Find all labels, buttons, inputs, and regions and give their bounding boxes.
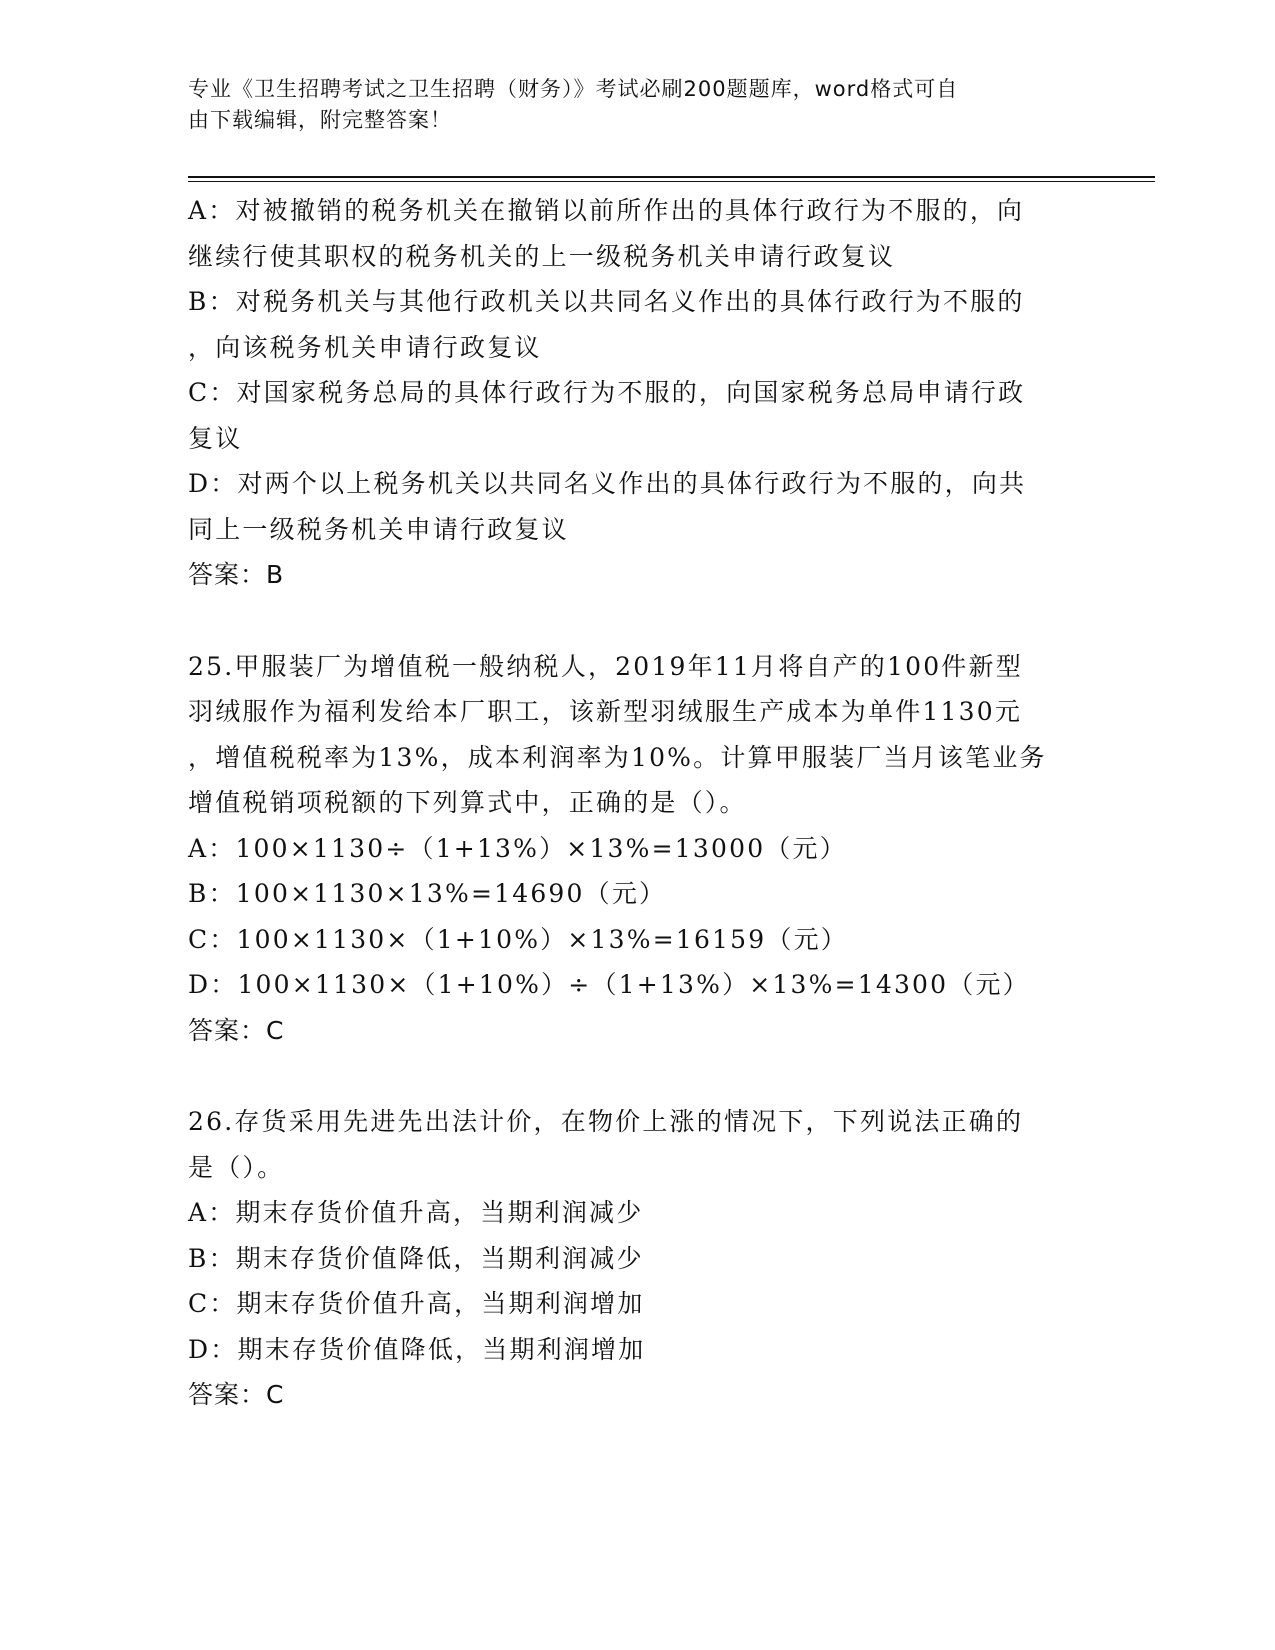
option-c-line-1: C：对国家税务总局的具体行政行为不服的，向国家税务总局申请行政 bbox=[188, 378, 1026, 407]
header-rule-thick bbox=[188, 176, 1155, 178]
option-b-line-2: ，向该税务机关申请行政复议 bbox=[188, 332, 542, 362]
option-b bbox=[188, 279, 1068, 370]
option-d-line-2: 同上一级税务机关申请行政复议 bbox=[188, 514, 569, 544]
question-stem-line-3: ，增值税税率为13%，成本利润率为10%。计算甲服装厂当月该笔业务 bbox=[188, 742, 1047, 772]
option-c: C：100×1130×（1+10%）×13%=16159（元） bbox=[188, 924, 848, 954]
header-line-2: 由下载编辑，附完整答案！ bbox=[188, 108, 452, 132]
question-stem-line-2: 羽绒服作为福利发给本厂职工，该新型羽绒服生产成本为单件1130元 bbox=[188, 697, 1023, 726]
answer: 答案：B bbox=[188, 560, 285, 589]
question-stem-line-1: 26.存货采用先进先出法计价，在物价上涨的情况下，下列说法正确的 bbox=[188, 1107, 1024, 1136]
option-a: A：100×1130÷（1+13%）×13%=13000（元） bbox=[188, 833, 847, 863]
document-header bbox=[188, 74, 1068, 136]
option-a bbox=[188, 188, 1068, 279]
spacer bbox=[188, 1053, 1068, 1099]
option-c: C：期末存货价值升高，当期利润增加 bbox=[188, 1289, 645, 1318]
spacer bbox=[188, 598, 1068, 644]
question-24 bbox=[188, 188, 1068, 598]
question-26 bbox=[188, 1099, 1068, 1418]
question-stem-line-4: 增值税销项税额的下列算式中，正确的是（）。 bbox=[188, 788, 747, 817]
option-b-line-1: B：对税务机关与其他行政机关以共同名义作出的具体行政行为不服的 bbox=[188, 287, 1025, 316]
option-d: D：100×1130×（1+10%）÷（1+13%）×13%=14300（元） bbox=[188, 970, 1030, 999]
answer: 答案：C bbox=[188, 1015, 285, 1045]
option-a-line-1: A：对被撤销的税务机关在撤销以前所作出的具体行政行为不服的，向 bbox=[188, 196, 1025, 225]
option-b: B：期末存货价值降低，当期利润减少 bbox=[188, 1243, 644, 1273]
question-stem-line-1: 25.甲服装厂为增值税一般纳税人，2019年11月将自产的100件新型 bbox=[188, 651, 1023, 681]
option-a-line-2: 继续行使其职权的税务机关的上一级税务机关申请行政复议 bbox=[188, 241, 896, 271]
question-content bbox=[188, 188, 1068, 1418]
option-b: B：100×1130×13%=14690（元） bbox=[188, 879, 667, 908]
question-stem-line-2: 是（）。 bbox=[188, 1152, 285, 1182]
header-line-1: 专业《卫生招聘考试之卫生招聘（财务）》考试必刷200题题库，word格式可自 bbox=[188, 77, 959, 101]
question-25 bbox=[188, 644, 1068, 1054]
option-a: A：期末存货价值升高，当期利润减少 bbox=[188, 1198, 644, 1227]
option-d bbox=[188, 461, 1068, 552]
option-c bbox=[188, 370, 1068, 461]
option-d: D：期末存货价值降低，当期利润增加 bbox=[188, 1334, 646, 1364]
answer: 答案：C bbox=[188, 1380, 285, 1409]
header-rule-thin bbox=[188, 181, 1155, 182]
option-c-line-2: 复议 bbox=[188, 423, 243, 453]
option-d-line-1: D：对两个以上税务机关以共同名义作出的具体行政行为不服的，向共 bbox=[188, 469, 1027, 498]
